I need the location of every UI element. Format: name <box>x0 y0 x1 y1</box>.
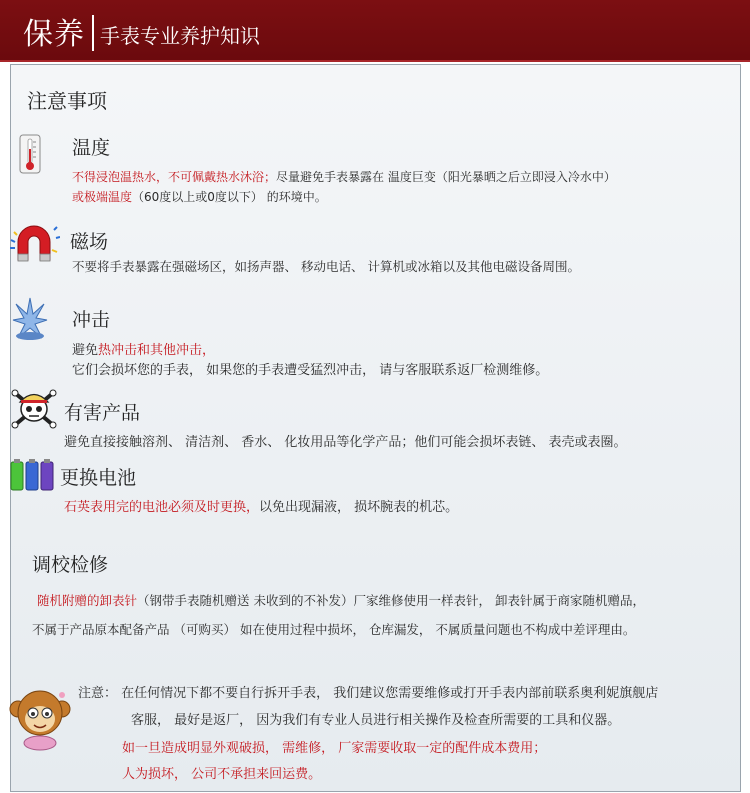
adjust-line1-normal: （钢带手表随机赠送 未收到的不补发）厂家维修使用一样表针， 卸表针属于商家随机赠品， <box>137 593 645 608</box>
battery-line1-red: 石英表用完的电池必须及时更换， <box>64 500 260 515</box>
temperature-line2 <box>72 188 327 205</box>
adjust-line1-red: 随机附赠的卸表针 <box>37 593 138 608</box>
battery-line1 <box>64 496 458 515</box>
skull-icon <box>10 385 58 433</box>
magnet-icon <box>8 220 60 266</box>
footer-note-line4: 人为损坏， 公司不承担来回运费。 <box>122 767 322 782</box>
temperature-heading: 温度 <box>72 137 111 159</box>
magnetism-line1: 不要将手表暴露在强磁场区，如扬声器、 移动电话、 计算机或冰箱以及其他电磁设备周围。 <box>72 259 580 274</box>
adjust-heading: 调校检修 <box>32 554 109 576</box>
impact-line2: 它们会损坏您的手表， 如果您的手表遭受猛烈冲击， 请与客服联系返厂检测维修。 <box>72 363 549 378</box>
adjust-line2: 不属于产品原本配备产品 （可购买） 如在使用过程中损坏， 仓库漏发， 不属质量问题也不构成中差评理由。 <box>32 622 636 637</box>
footer-note-line2: 客服， 最好是返厂， 因为我们有专业人员进行相关操作及检查所需要的工具和仪器。 <box>131 713 621 728</box>
footer-note-line1: 注意： 在任何情况下都不要自行拆开手表， 我们建议您需要维修或打开手表内部前联系奥利妮旗舰店 <box>78 686 659 701</box>
temperature-line1-red: 不得浸泡温热水，不可佩戴热水沐浴； <box>72 170 277 184</box>
temperature-line1 <box>72 168 616 185</box>
footer-note-line3: 如一旦造成明显外观破损， 需维修， 厂家需要收取一定的配件成本费用； <box>122 741 547 756</box>
magnetism-heading: 磁场 <box>70 231 109 253</box>
header-divider <box>92 15 94 51</box>
impact-line1 <box>72 339 215 358</box>
battery-heading: 更换电池 <box>60 467 137 489</box>
impact-burst-icon <box>12 296 48 342</box>
harmful-line1: 避免直接接触溶剂、 清洁剂、 香水、 化妆用品等化学产品；他们可能会损坏表链、 表壳或表圈。 <box>64 435 627 450</box>
temperature-line2-red: 或极端温度 <box>72 190 133 204</box>
temperature-line2-normal: （60度以上或0度以下） 的环境中。 <box>132 190 327 204</box>
header-title-big: 保养 <box>23 17 85 52</box>
adjust-line1 <box>37 591 645 609</box>
monkey-mascot-icon <box>8 685 72 751</box>
harmful-heading: 有害产品 <box>64 402 141 424</box>
thermometer-icon <box>18 133 42 175</box>
battery-line1-normal: 以免出现漏液， 损坏腕表的机芯。 <box>259 500 459 515</box>
temperature-line1-normal: 尽量避免手表暴露在 温度巨变（阳光暴晒之后立即浸入冷水中） <box>276 170 616 184</box>
header-title-sub: 手表专业养护知识 <box>100 24 260 48</box>
notice-title: 注意事项 <box>27 89 107 113</box>
impact-line1-red: 热冲击和其他冲击， <box>98 343 216 358</box>
battery-icon <box>10 458 54 492</box>
header-banner <box>0 0 750 62</box>
impact-heading: 冲击 <box>72 309 111 331</box>
impact-line1-normal: 避免 <box>72 343 99 358</box>
